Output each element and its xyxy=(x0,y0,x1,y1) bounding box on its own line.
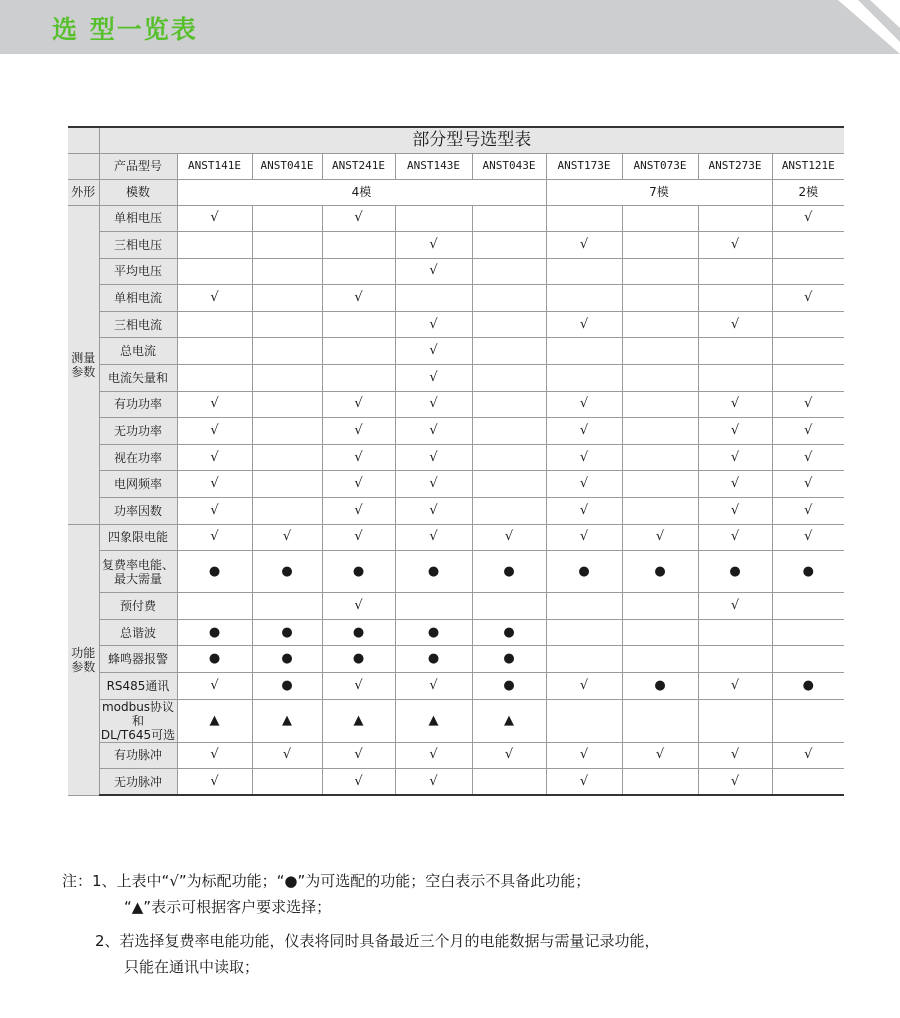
empty-cell xyxy=(322,258,395,285)
mark-cell: √ xyxy=(622,742,698,769)
mark-cell: √ xyxy=(395,471,472,498)
mark-cell: √ xyxy=(322,742,395,769)
empty-cell xyxy=(622,593,698,620)
mark-cell: ● xyxy=(622,551,698,593)
empty-cell xyxy=(546,619,622,646)
mark-cell: √ xyxy=(698,391,772,418)
mark-cell: √ xyxy=(252,742,322,769)
mark-cell: √ xyxy=(698,444,772,471)
param-label: 三相电流 xyxy=(99,311,177,338)
empty-cell xyxy=(546,699,622,742)
mark-cell: ● xyxy=(395,551,472,593)
empty-cell xyxy=(622,471,698,498)
page-title: 选 型一览表 xyxy=(52,15,198,44)
empty-cell xyxy=(772,769,844,796)
mark-cell: ▲ xyxy=(322,699,395,742)
module-group: 4模 xyxy=(177,179,546,205)
note-1: 注：1、上表中“√”为标配功能；“●”为可选配的功能；空白表示不具备此功能； xyxy=(62,872,591,890)
empty-cell xyxy=(772,699,844,742)
model-header: ANST041E xyxy=(252,153,322,179)
mark-cell: √ xyxy=(546,524,622,551)
mark-cell: √ xyxy=(772,498,844,525)
empty-cell xyxy=(622,699,698,742)
empty-cell xyxy=(252,285,322,312)
mark-cell: √ xyxy=(546,444,622,471)
param-label: 复费率电能、 最大需量 xyxy=(99,551,177,593)
mark-cell: ● xyxy=(252,551,322,593)
empty-cell xyxy=(622,444,698,471)
mark-cell: √ xyxy=(698,673,772,700)
group-function: 功能 参数 xyxy=(68,524,99,795)
mark-cell: √ xyxy=(698,498,772,525)
mark-cell: √ xyxy=(322,769,395,796)
mark-cell: √ xyxy=(395,498,472,525)
mark-cell: √ xyxy=(395,673,472,700)
mark-cell: √ xyxy=(698,742,772,769)
empty-cell xyxy=(546,338,622,365)
mark-cell: √ xyxy=(698,769,772,796)
empty-cell xyxy=(177,311,252,338)
empty-cell xyxy=(177,593,252,620)
empty-cell xyxy=(546,593,622,620)
mark-cell: ● xyxy=(472,619,546,646)
mark-cell: ● xyxy=(472,551,546,593)
empty-cell xyxy=(472,311,546,338)
empty-cell xyxy=(698,285,772,312)
mark-cell: √ xyxy=(177,418,252,445)
empty-cell xyxy=(698,338,772,365)
empty-cell xyxy=(622,418,698,445)
mark-cell: ▲ xyxy=(395,699,472,742)
mark-cell: √ xyxy=(698,418,772,445)
mark-cell: ● xyxy=(252,646,322,673)
param-label: 电网频率 xyxy=(99,471,177,498)
empty-cell xyxy=(546,258,622,285)
mark-cell: √ xyxy=(772,205,844,232)
mark-cell: √ xyxy=(322,391,395,418)
empty-cell xyxy=(698,258,772,285)
group-measure: 测量 参数 xyxy=(68,205,99,524)
mark-cell: √ xyxy=(395,524,472,551)
param-label: 总电流 xyxy=(99,338,177,365)
mark-cell: ● xyxy=(322,551,395,593)
empty-cell xyxy=(472,338,546,365)
mark-cell: ▲ xyxy=(472,699,546,742)
model-label: 产品型号 xyxy=(99,153,177,179)
param-label: 蜂鸣器报警 xyxy=(99,646,177,673)
model-header: ANST273E xyxy=(698,153,772,179)
empty-cell xyxy=(622,285,698,312)
mark-cell: ● xyxy=(472,673,546,700)
mark-cell: √ xyxy=(177,769,252,796)
mark-cell: √ xyxy=(772,418,844,445)
param-label: 四象限电能 xyxy=(99,524,177,551)
mark-cell: √ xyxy=(395,444,472,471)
mark-cell: ● xyxy=(622,673,698,700)
mark-cell: √ xyxy=(472,524,546,551)
empty-cell xyxy=(395,205,472,232)
empty-cell xyxy=(252,205,322,232)
mark-cell: √ xyxy=(322,205,395,232)
empty-cell xyxy=(252,258,322,285)
mark-cell: √ xyxy=(177,673,252,700)
mark-cell: √ xyxy=(772,742,844,769)
mark-cell: √ xyxy=(177,285,252,312)
mark-cell: ● xyxy=(772,551,844,593)
empty-cell xyxy=(322,232,395,259)
param-label: 有功脉冲 xyxy=(99,742,177,769)
mark-cell: √ xyxy=(546,418,622,445)
empty-cell xyxy=(546,365,622,392)
mark-cell: √ xyxy=(395,769,472,796)
notes xyxy=(62,868,862,980)
mark-cell: √ xyxy=(177,205,252,232)
param-label: 功率因数 xyxy=(99,498,177,525)
empty-cell xyxy=(622,205,698,232)
empty-cell xyxy=(622,619,698,646)
mark-cell: ● xyxy=(698,551,772,593)
empty-cell xyxy=(772,593,844,620)
empty-cell xyxy=(622,232,698,259)
note-2-continued: 只能在通讯中读取； xyxy=(124,958,260,976)
model-header: ANST173E xyxy=(546,153,622,179)
mark-cell: √ xyxy=(322,471,395,498)
empty-cell xyxy=(698,365,772,392)
empty-cell xyxy=(772,646,844,673)
mark-cell: √ xyxy=(772,471,844,498)
param-label: 无功脉冲 xyxy=(99,769,177,796)
mark-cell: √ xyxy=(698,471,772,498)
empty-cell xyxy=(698,699,772,742)
mark-cell: ▲ xyxy=(177,699,252,742)
mark-cell: √ xyxy=(252,524,322,551)
mark-cell: ▲ xyxy=(252,699,322,742)
mark-cell: √ xyxy=(546,673,622,700)
mark-cell: √ xyxy=(622,524,698,551)
param-label: 三相电压 xyxy=(99,232,177,259)
empty-cell xyxy=(546,285,622,312)
mark-cell: √ xyxy=(698,524,772,551)
param-label: 单相电压 xyxy=(99,205,177,232)
empty-cell xyxy=(252,365,322,392)
mark-cell: ● xyxy=(177,619,252,646)
empty-cell xyxy=(252,593,322,620)
mark-cell: √ xyxy=(322,498,395,525)
empty-cell xyxy=(772,619,844,646)
module-group: 2模 xyxy=(772,179,844,205)
empty-cell xyxy=(252,444,322,471)
param-label: 视在功率 xyxy=(99,444,177,471)
module-group: 7模 xyxy=(546,179,772,205)
mark-cell: √ xyxy=(395,232,472,259)
mark-cell: √ xyxy=(322,524,395,551)
mark-cell: √ xyxy=(177,524,252,551)
mark-cell: ● xyxy=(322,646,395,673)
empty-cell xyxy=(472,769,546,796)
param-label: 有功功率 xyxy=(99,391,177,418)
empty-cell xyxy=(252,498,322,525)
empty-cell xyxy=(472,444,546,471)
mark-cell: ● xyxy=(772,673,844,700)
empty-cell xyxy=(177,338,252,365)
mark-cell: √ xyxy=(322,673,395,700)
empty-cell xyxy=(698,646,772,673)
model-header: ANST143E xyxy=(395,153,472,179)
param-label: 平均电压 xyxy=(99,258,177,285)
header-banner xyxy=(0,0,900,54)
mark-cell: √ xyxy=(546,232,622,259)
empty-cell xyxy=(622,498,698,525)
param-label: modbus协议和 DL/T645可选 xyxy=(100,699,176,742)
empty-cell xyxy=(472,205,546,232)
mark-cell: ● xyxy=(252,619,322,646)
empty-cell xyxy=(177,365,252,392)
empty-cell xyxy=(622,769,698,796)
empty-cell xyxy=(252,471,322,498)
mark-cell: √ xyxy=(772,524,844,551)
empty-cell xyxy=(177,232,252,259)
mark-cell: ● xyxy=(395,646,472,673)
empty-cell xyxy=(622,338,698,365)
empty-cell xyxy=(472,418,546,445)
model-header: ANST141E xyxy=(177,153,252,179)
empty-cell xyxy=(322,365,395,392)
mark-cell: √ xyxy=(772,285,844,312)
empty-cell xyxy=(698,619,772,646)
empty-cell xyxy=(698,205,772,232)
empty-cell xyxy=(252,418,322,445)
param-label: 总谐波 xyxy=(99,619,177,646)
mark-cell: √ xyxy=(177,471,252,498)
empty-cell xyxy=(772,311,844,338)
empty-cell xyxy=(252,391,322,418)
mark-cell: ● xyxy=(546,551,622,593)
empty-cell xyxy=(622,391,698,418)
mark-cell: √ xyxy=(698,593,772,620)
model-header: ANST121E xyxy=(772,153,844,179)
mark-cell: √ xyxy=(395,365,472,392)
mark-cell: √ xyxy=(546,498,622,525)
mark-cell: √ xyxy=(395,311,472,338)
selection-table xyxy=(68,126,844,796)
param-label: 电流矢量和 xyxy=(99,365,177,392)
mark-cell: √ xyxy=(322,593,395,620)
empty-cell xyxy=(546,205,622,232)
mark-cell: √ xyxy=(546,742,622,769)
mark-cell: √ xyxy=(772,444,844,471)
empty-cell xyxy=(472,391,546,418)
empty-cell xyxy=(252,232,322,259)
param-label: 无功功率 xyxy=(99,418,177,445)
mark-cell: √ xyxy=(395,391,472,418)
mark-cell: √ xyxy=(772,391,844,418)
mark-cell: √ xyxy=(395,418,472,445)
corner-cell xyxy=(68,127,99,153)
empty-cell xyxy=(622,311,698,338)
empty-cell xyxy=(472,471,546,498)
empty-cell xyxy=(252,769,322,796)
mark-cell: √ xyxy=(472,742,546,769)
empty-cell xyxy=(772,365,844,392)
corner-cell xyxy=(68,153,99,179)
mark-cell: √ xyxy=(177,444,252,471)
note-1-continued: “▲”表示可根据客户要求选择； xyxy=(124,898,332,916)
empty-cell xyxy=(772,258,844,285)
mark-cell: √ xyxy=(322,418,395,445)
model-header: ANST073E xyxy=(622,153,698,179)
empty-cell xyxy=(322,311,395,338)
mark-cell: √ xyxy=(177,742,252,769)
param-label: RS485通讯 xyxy=(99,673,177,700)
empty-cell xyxy=(177,258,252,285)
empty-cell xyxy=(252,311,322,338)
mark-cell: √ xyxy=(698,311,772,338)
empty-cell xyxy=(472,258,546,285)
mark-cell: √ xyxy=(177,391,252,418)
mark-cell: ● xyxy=(177,551,252,593)
mark-cell: √ xyxy=(322,444,395,471)
empty-cell xyxy=(252,338,322,365)
mark-cell: √ xyxy=(395,742,472,769)
mark-cell: ● xyxy=(177,646,252,673)
empty-cell xyxy=(622,646,698,673)
empty-cell xyxy=(772,338,844,365)
empty-cell xyxy=(472,365,546,392)
empty-cell xyxy=(622,258,698,285)
empty-cell xyxy=(772,232,844,259)
empty-cell xyxy=(472,285,546,312)
mark-cell: √ xyxy=(698,232,772,259)
mark-cell: √ xyxy=(395,258,472,285)
empty-cell xyxy=(622,365,698,392)
empty-cell xyxy=(472,498,546,525)
table-title: 部分型号选型表 xyxy=(99,127,844,153)
mark-cell: √ xyxy=(546,471,622,498)
param-label: 预付费 xyxy=(99,593,177,620)
mark-cell: √ xyxy=(177,498,252,525)
mark-cell: √ xyxy=(546,311,622,338)
model-header: ANST241E xyxy=(322,153,395,179)
group-shape: 外形 xyxy=(68,179,99,205)
empty-cell xyxy=(322,338,395,365)
mark-cell: √ xyxy=(395,338,472,365)
mark-cell: ● xyxy=(322,619,395,646)
mark-cell: ● xyxy=(472,646,546,673)
empty-cell xyxy=(395,285,472,312)
model-header: ANST043E xyxy=(472,153,546,179)
mark-cell: ● xyxy=(252,673,322,700)
mark-cell: √ xyxy=(322,285,395,312)
empty-cell xyxy=(472,593,546,620)
empty-cell xyxy=(395,593,472,620)
empty-cell xyxy=(546,646,622,673)
note-2: 2、若选择复费率电能功能，仪表将同时具备最近三个月的电能数据与需量记录功能， xyxy=(95,932,660,950)
mark-cell: ● xyxy=(395,619,472,646)
mark-cell: √ xyxy=(546,769,622,796)
mark-cell: √ xyxy=(546,391,622,418)
module-label: 模数 xyxy=(99,179,177,205)
param-label: 单相电流 xyxy=(99,285,177,312)
empty-cell xyxy=(472,232,546,259)
